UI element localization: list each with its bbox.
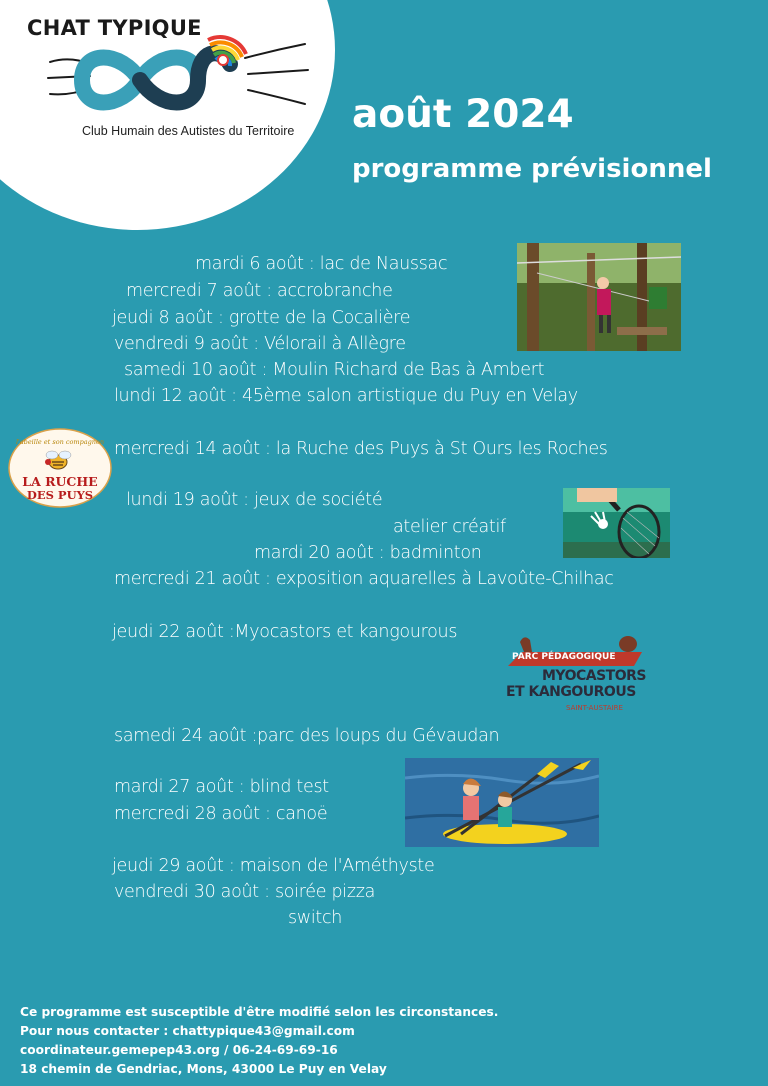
- event-line: jeudi 29 août : maison de l'Améthyste: [112, 856, 435, 876]
- footer-contact: [20, 1003, 498, 1079]
- page-title: août 2024: [352, 92, 574, 137]
- canoe-photo: [405, 758, 599, 847]
- event-line: jeudi 22 août :Myocastors et kangourous: [112, 622, 458, 642]
- event-line: switch: [288, 908, 343, 928]
- page-subtitle: programme prévisionnel: [352, 154, 712, 184]
- logo-title: CHAT TYPIQUE: [27, 16, 202, 40]
- footer-disclaimer: Ce programme est susceptible d'être modifié selon les circonstances.: [20, 1005, 499, 1019]
- event-line: jeudi 8 août : grotte de la Cocalière: [112, 308, 411, 328]
- badminton-photo: [563, 488, 670, 558]
- myocastors-banner: PARC PÉDAGOGIQUE: [512, 652, 616, 662]
- event-line: mercredi 28 août : canoë: [114, 804, 328, 824]
- event-line: mercredi 7 août : accrobranche: [126, 281, 393, 301]
- footer-address: 18 chemin de Gendriac, Mons, 43000 Le Puy en Velay: [20, 1062, 387, 1076]
- myocastors-line2: ET KANGOUROUS: [506, 684, 636, 700]
- event-line: vendredi 30 août : soirée pizza: [114, 882, 376, 902]
- event-line: mardi 27 août : blind test: [114, 777, 329, 797]
- myocastors-line1: MYOCASTORS: [542, 668, 646, 684]
- footer-email: Pour nous contacter : chattypique43@gmail.com: [20, 1024, 355, 1038]
- event-line: mercredi 14 août : la Ruche des Puys à St Ours les Roches: [114, 439, 608, 459]
- event-line: atelier créatif: [393, 517, 506, 537]
- accrobranche-photo: [517, 243, 681, 351]
- event-line: mardi 6 août : lac de Naussac: [195, 254, 448, 274]
- ruche-des-puys-logo-icon: [8, 428, 112, 508]
- logo-subtitle: Club Humain des Autistes du Territoire: [82, 124, 295, 138]
- infinity-cat-logo-icon: [20, 20, 320, 130]
- ruche-tagline: l'abeille et son compagnon: [15, 438, 105, 446]
- ruche-name-line2: DES PUYS: [26, 488, 94, 502]
- event-line: samedi 10 août : Moulin Richard de Bas à Ambert: [124, 360, 545, 380]
- event-line: lundi 12 août : 45ème salon artistique du Puy en Velay: [114, 386, 578, 406]
- footer-phone: coordinateur.gemepep43.org / 06-24-69-69-16: [20, 1043, 338, 1057]
- event-line: vendredi 9 août : Vélorail à Allègre: [114, 334, 406, 354]
- ruche-name-line1: LA RUCHE: [22, 474, 98, 489]
- event-line: samedi 24 août :parc des loups du Gévaudan: [114, 726, 500, 746]
- event-line: lundi 19 août : jeux de société: [126, 490, 383, 510]
- event-line: mercredi 21 août : exposition aquarelles à Lavoûte-Chilhac: [114, 569, 614, 589]
- myocastors-logo: [502, 632, 648, 718]
- myocastors-place: SAINT-AUSTAIRE: [566, 704, 623, 712]
- event-line: mardi 20 août : badminton: [254, 543, 482, 563]
